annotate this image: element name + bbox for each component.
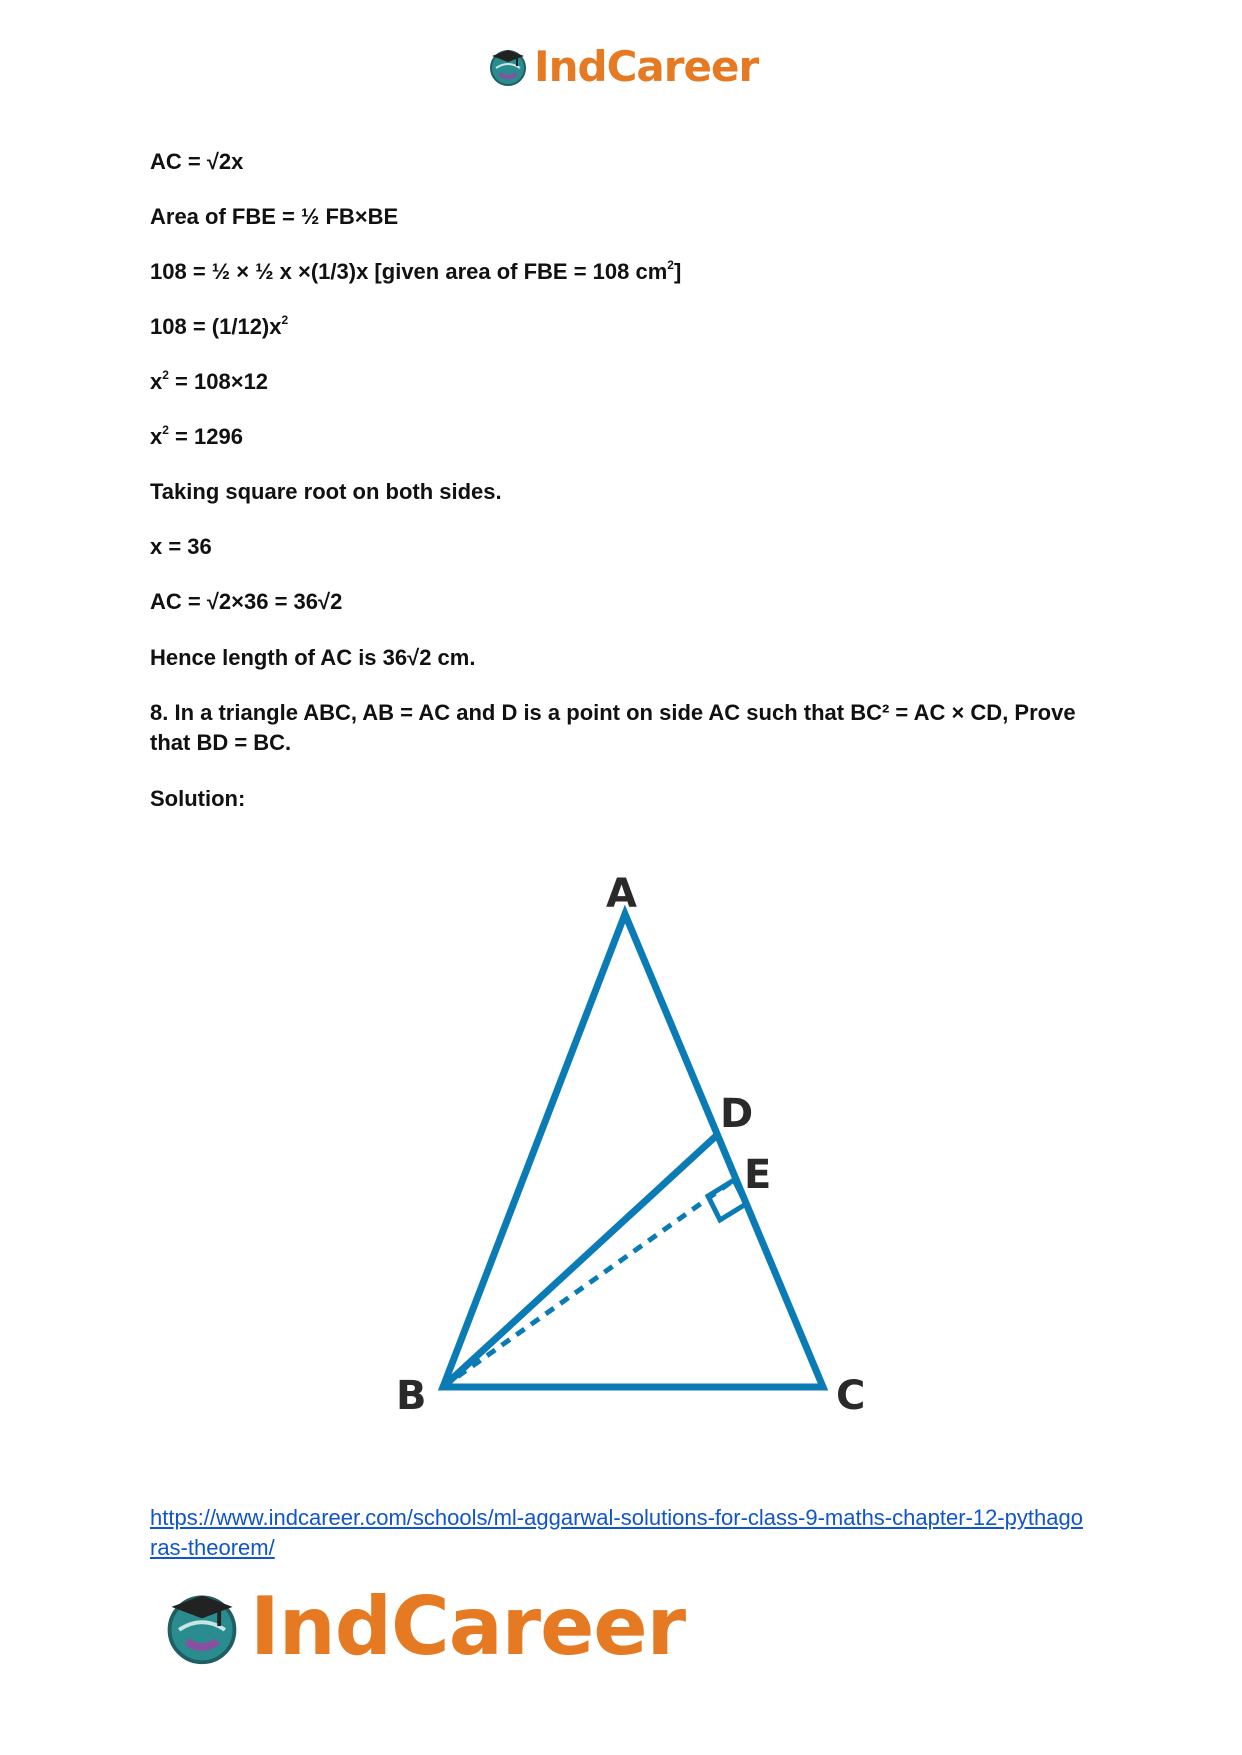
text-line: Area of FBE = ½ FB×BE <box>150 204 399 229</box>
vertex-label-c: C <box>836 1373 866 1419</box>
graduation-cap-globe-icon <box>160 1584 244 1668</box>
text-segment: 108 = (1/12)x <box>150 314 282 339</box>
text-line: Hence length of AC is 36√2 cm. <box>150 645 476 670</box>
source-link[interactable]: https://www.indcareer.com/schools/ml-aggarwal-solutions-for-class-9-maths-chapter-12-pythagoras-theorem/ <box>150 1505 1083 1560</box>
vertex-label-b: B <box>396 1373 427 1419</box>
header-logo <box>486 40 758 92</box>
superscript: 2 <box>667 258 674 272</box>
text-segment: = 1296 <box>168 424 243 449</box>
text-line: AC = √2×36 = 36√2 <box>150 589 343 614</box>
vertex-label-d: D <box>720 1091 754 1137</box>
text-line: x = 36 <box>150 534 212 559</box>
graduation-cap-globe-icon <box>486 44 530 88</box>
solution-label: Solution: <box>150 786 246 811</box>
text-line <box>150 367 268 397</box>
text-line: AC = √2x <box>150 149 244 174</box>
text-line <box>150 257 681 287</box>
text-segment: = 108×12 <box>168 369 269 394</box>
text-segment: ] <box>673 259 682 284</box>
question-text: 8. In a triangle ABC, AB = AC and D is a point on side AC such that BC² = AC × CD, Prove that BD = BC. <box>150 700 1076 755</box>
text-segment: 108 = ½ × ½ x ×(1/3)x [given area of FBE = 108 cm <box>150 259 668 284</box>
text-line <box>150 422 243 452</box>
vertex-label-a: A <box>606 871 637 917</box>
superscript: 2 <box>162 423 169 437</box>
superscript: 2 <box>281 313 289 327</box>
segment-bd <box>443 1136 716 1387</box>
triangle-figure <box>380 862 900 1442</box>
text-segment: x <box>150 424 163 449</box>
logo-text: IndCareer <box>534 41 759 91</box>
footer-logo <box>160 1578 685 1674</box>
text-segment: x <box>150 369 163 394</box>
logo-text: IndCareer <box>250 1579 686 1673</box>
triangle-abc <box>443 914 823 1387</box>
text-line: Taking square root on both sides. <box>150 479 502 504</box>
text-line <box>150 312 288 342</box>
superscript: 2 <box>162 368 169 382</box>
vertex-label-e: E <box>744 1152 772 1198</box>
segment-be-dashed <box>443 1180 734 1387</box>
